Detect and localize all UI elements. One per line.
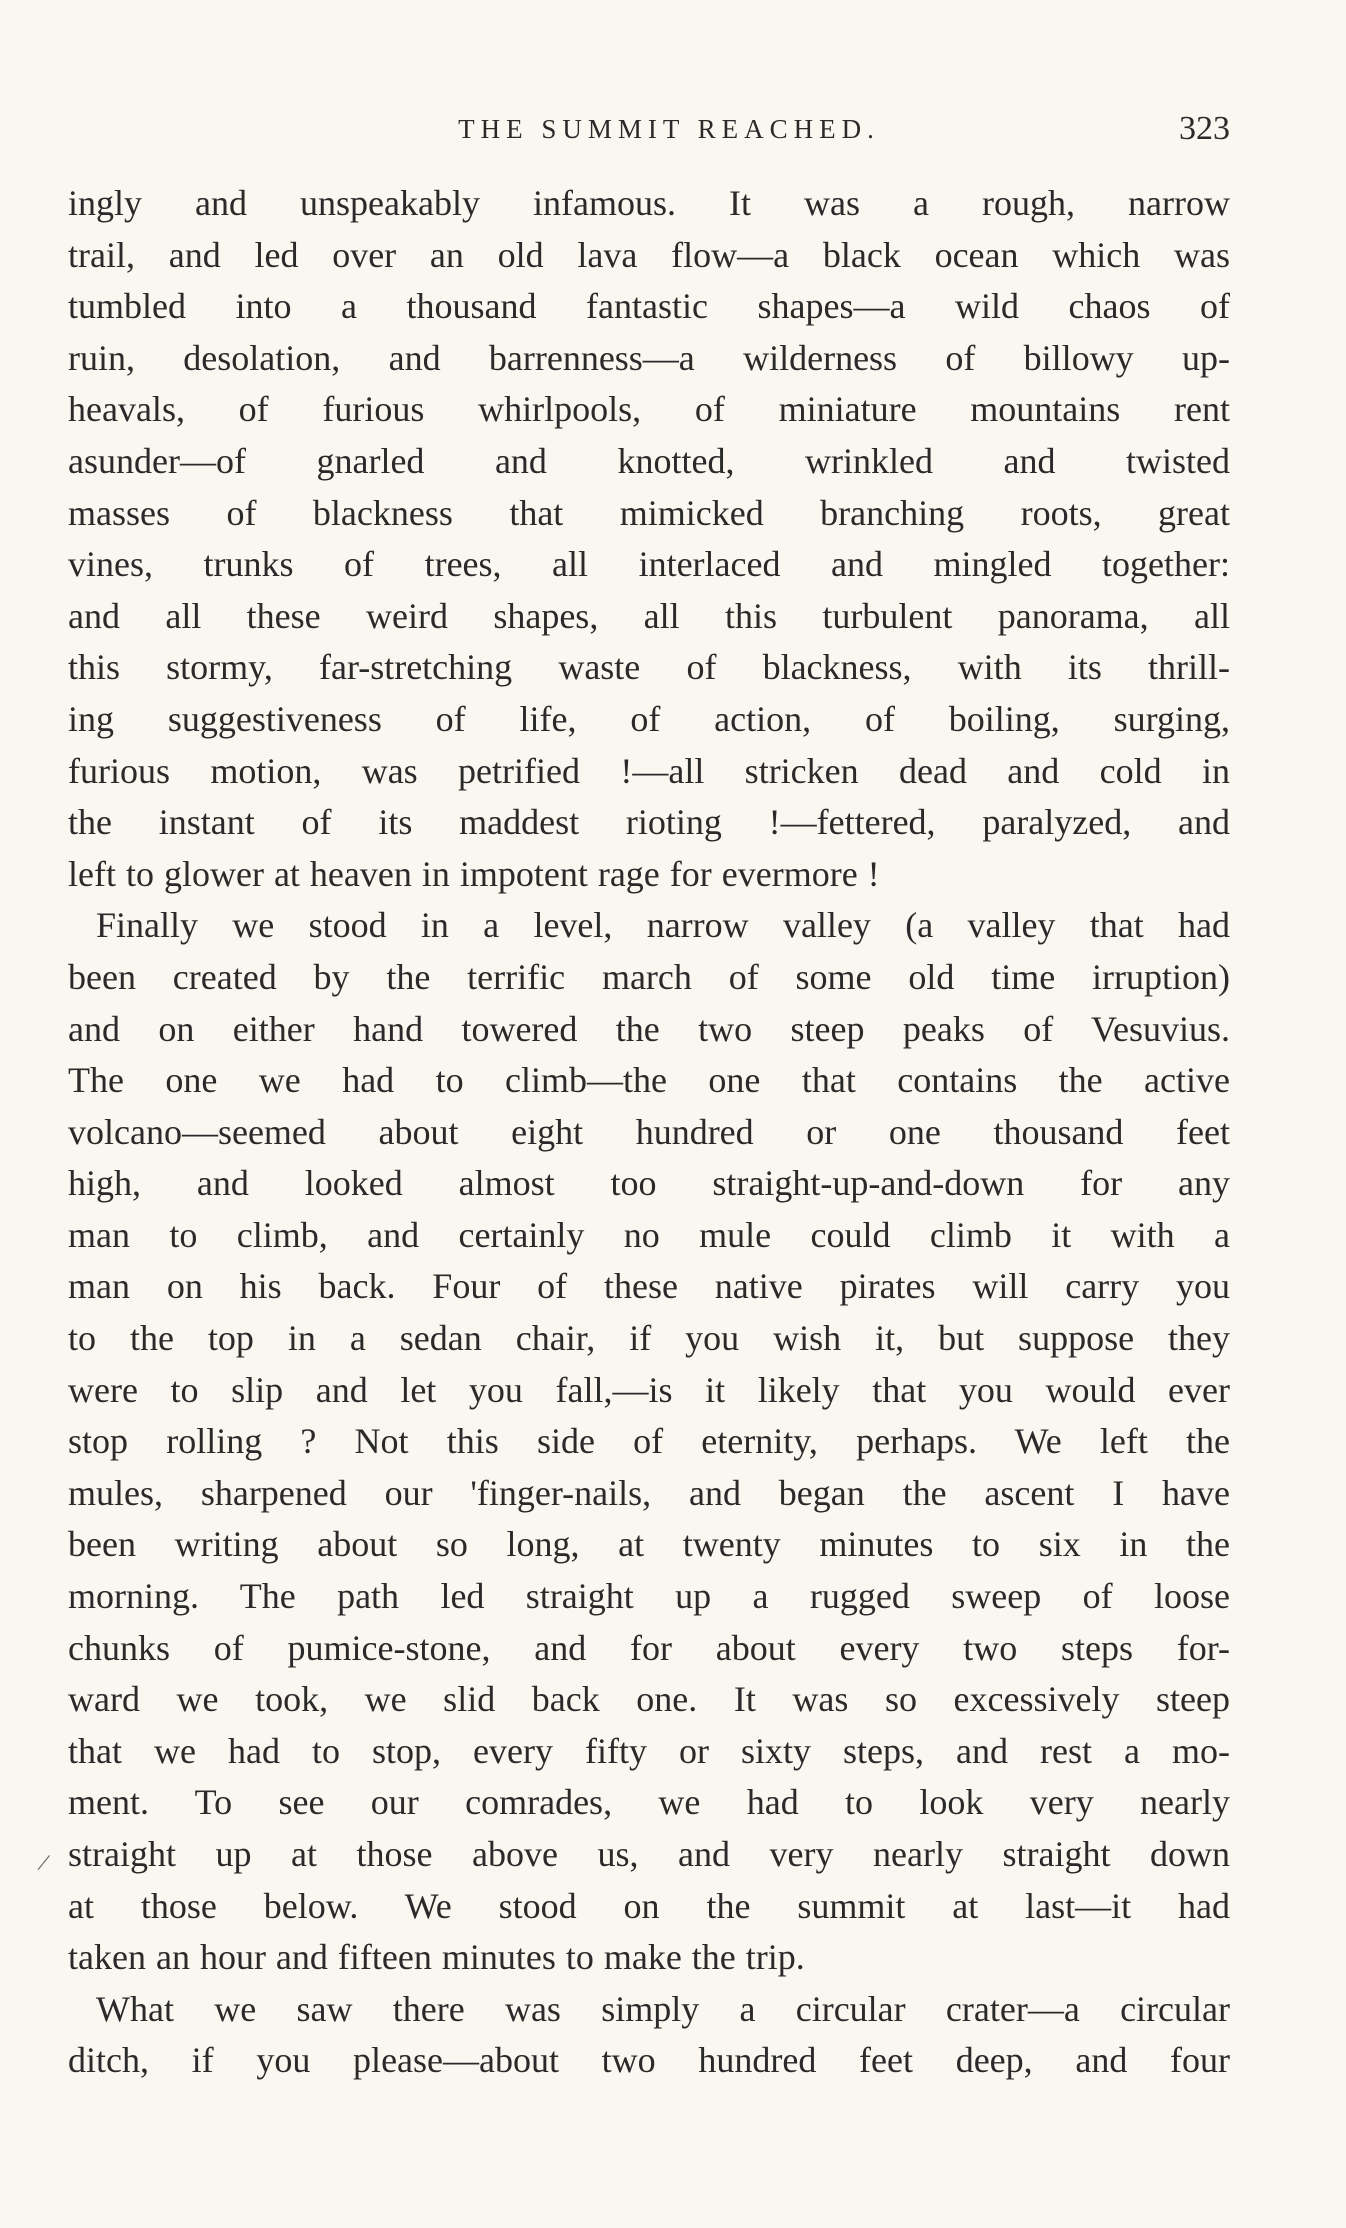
margin-pencil-mark: / (35, 1847, 53, 1878)
text-line: and on either hand towered the two steep peaks of Vesuvius. (68, 1008, 1230, 1049)
text-line: ing suggestiveness of life, of action, of boiling, surging, (68, 698, 1230, 739)
text-line: ditch, if you please—about two hundred feet deep, and four (68, 2040, 1230, 2081)
text-line: ment. To see our comrades, we had to look very nearly (68, 1782, 1230, 1823)
text-line: and all these weird shapes, all this turbulent panorama, all (68, 595, 1230, 636)
running-title: THE SUMMIT REACHED. (458, 114, 880, 144)
paragraph-start-line: What we saw there was simply a circular crater—a circular (96, 1988, 1230, 2029)
body-text (68, 178, 1230, 2087)
text-line: ward we took, we slid back one. It was so excessively steep (68, 1679, 1230, 1720)
text-line: that we had to stop, every fifty or sixty steps, and rest a mo- (68, 1730, 1230, 1771)
running-head (68, 110, 1230, 150)
text-line: furious motion, was petrified !—all stricken dead and cold in (68, 750, 1230, 791)
text-line: man on his back. Four of these native pirates will carry you (68, 1266, 1230, 1307)
text-line: masses of blackness that mimicked branching roots, great (68, 492, 1230, 533)
text-line: been writing about so long, at twenty minutes to six in the (68, 1524, 1230, 1565)
text-line: at those below. We stood on the summit at last—it had (68, 1885, 1230, 1926)
text-line: morning. The path led straight up a rugged sweep of loose (68, 1576, 1230, 1617)
text-line: to the top in a sedan chair, if you wish it, but suppose they (68, 1318, 1230, 1359)
text-line: been created by the terrific march of some old time irruption) (68, 956, 1230, 997)
text-line: The one we had to climb—the one that contains the active (68, 1060, 1230, 1101)
page-number: 323 (1179, 110, 1230, 147)
text-line: taken an hour and fifteen minutes to make the trip. (68, 1937, 805, 1978)
text-line: tumbled into a thousand fantastic shapes—a wild chaos of (68, 286, 1230, 327)
text-line: heavals, of furious whirlpools, of miniature mountains rent (68, 389, 1230, 430)
text-line: the instant of its maddest rioting !—fettered, paralyzed, and (68, 802, 1230, 843)
text-line: mules, sharpened our 'finger-nails, and began the ascent I have (68, 1472, 1230, 1513)
text-line: ruin, desolation, and barrenness—a wilderness of billowy up- (68, 337, 1230, 378)
text-line: trail, and led over an old lava flow—a black ocean which was (68, 234, 1230, 275)
text-line: straight up at those above us, and very nearly straight down (68, 1834, 1230, 1874)
text-line: man to climb, and certainly no mule could climb it with a (68, 1214, 1230, 1255)
text-line: asunder—of gnarled and knotted, wrinkled and twisted (68, 440, 1230, 481)
paragraph-start-line: Finally we stood in a level, narrow valley (a valley that had (96, 905, 1230, 946)
text-line: ingly and unspeakably infamous. It was a rough, narrow (68, 183, 1230, 223)
text-line: vines, trunks of trees, all interlaced and mingled together: (68, 544, 1230, 585)
text-line: stop rolling ? Not this side of eternity, perhaps. We left the (68, 1421, 1230, 1462)
text-line: chunks of pumice-stone, and for about every two steps for- (68, 1627, 1230, 1668)
text-line: volcano—seemed about eight hundred or one thousand feet (68, 1111, 1230, 1152)
text-line: were to slip and let you fall,—is it likely that you would ever (68, 1369, 1230, 1410)
text-line: left to glower at heaven in impotent rage for evermore ! (68, 853, 880, 894)
text-line: high, and looked almost too straight-up-and-down for any (68, 1163, 1230, 1204)
text-line: this stormy, far-stretching waste of blackness, with its thrill- (68, 647, 1230, 688)
